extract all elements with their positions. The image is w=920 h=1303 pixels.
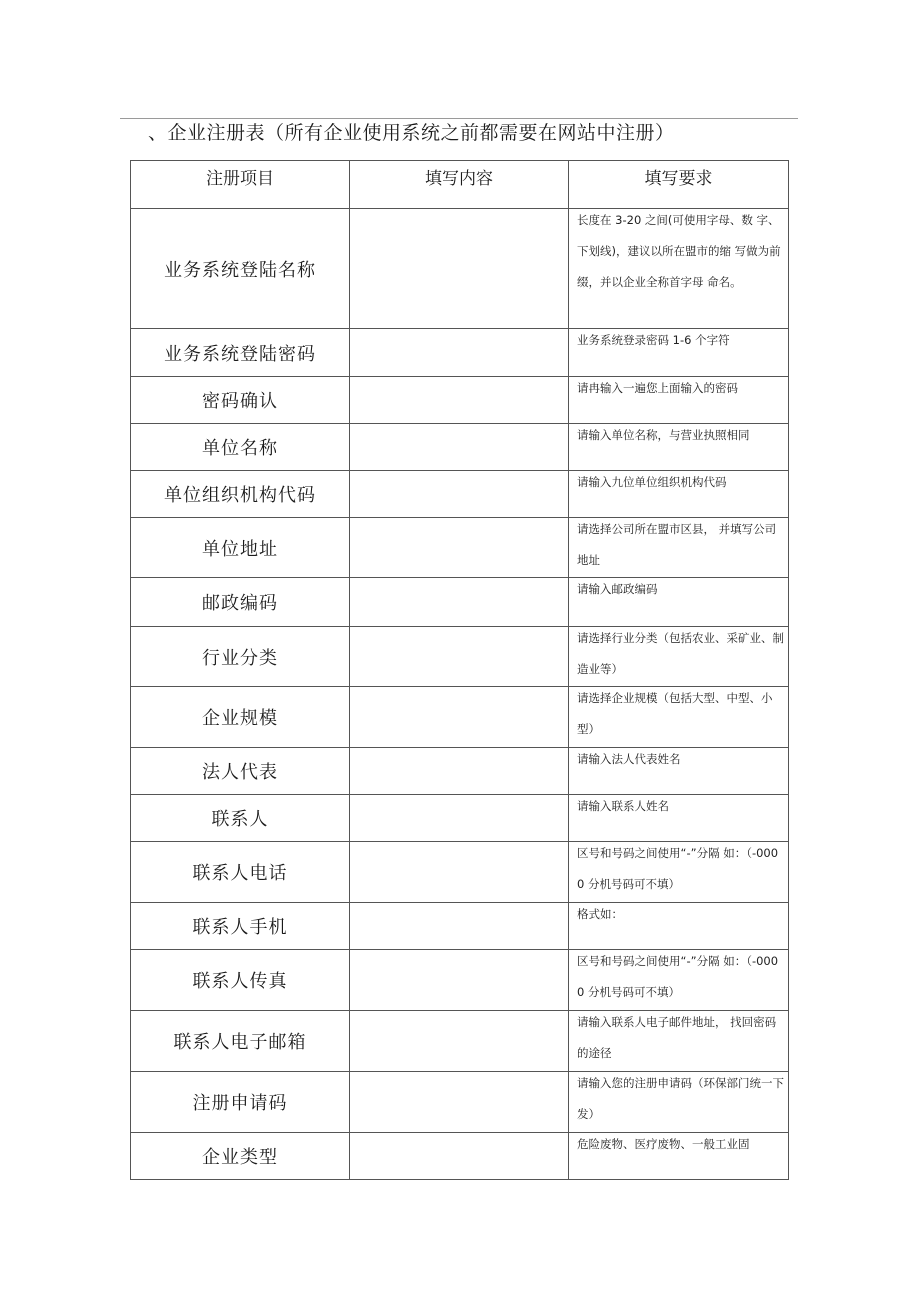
requirement-cell — [569, 578, 789, 627]
field-name: 企业规模 — [202, 708, 278, 729]
requirement-cell — [569, 209, 789, 329]
requirement-text: 请冉输入一遍您上面输入的密码 — [577, 381, 738, 395]
field-value-cell[interactable] — [350, 795, 569, 842]
table-row — [131, 424, 789, 471]
requirement-text: 请输入法人代表姓名 — [577, 752, 681, 766]
header-requirement: 填写要求 — [569, 161, 789, 209]
field-value-cell[interactable] — [350, 748, 569, 795]
requirement-cell — [569, 627, 789, 687]
requirement-cell — [569, 687, 789, 748]
requirement-text: 请输入邮政编码 — [577, 582, 658, 596]
requirement-cell — [569, 1072, 789, 1133]
requirement-text: 请输入您的注册申请码（环保部门统一下发） — [577, 1076, 784, 1121]
requirement-cell — [569, 329, 789, 377]
field-value-cell[interactable] — [350, 209, 569, 329]
field-name-cell — [131, 329, 350, 377]
field-name: 联系人电子邮箱 — [173, 1032, 307, 1053]
field-name: 行业分类 — [202, 647, 278, 669]
table-row — [131, 329, 789, 377]
field-value-cell[interactable] — [350, 687, 569, 748]
table-row — [131, 903, 789, 950]
table-row — [131, 748, 789, 795]
field-name-cell — [131, 471, 350, 518]
requirement-text: 请选择公司所在盟市区县， 并填写公司地址 — [577, 522, 777, 567]
requirement-text: 区号和号码之间使用“-”分隔 如：（-0000 分机号码可不填） — [577, 954, 779, 999]
table-body — [131, 209, 789, 1180]
field-value-cell[interactable] — [350, 329, 569, 377]
table-row — [131, 518, 789, 578]
field-value-cell[interactable] — [350, 1072, 569, 1133]
requirement-text: 请选择企业规模（包括大型、中型、小型） — [577, 691, 773, 736]
table-row — [131, 687, 789, 748]
field-name-cell — [131, 795, 350, 842]
table-row — [131, 377, 789, 424]
field-name: 邮政编码 — [202, 593, 278, 614]
requirement-text: 请选择行业分类（包括农业、采矿业、制造业等） — [577, 631, 784, 676]
field-name: 单位组织机构代码 — [164, 485, 316, 506]
registration-table — [130, 160, 789, 1180]
requirement-text: 区号和号码之间使用“-”分隔 如：（-0000 分机号码可不填） — [577, 846, 779, 891]
requirement-cell — [569, 950, 789, 1011]
requirement-cell — [569, 903, 789, 950]
requirement-cell — [569, 471, 789, 518]
field-name: 联系人手机 — [192, 917, 288, 938]
field-name-cell — [131, 377, 350, 424]
requirement-text: 请输入单位名称，与营业执照相同 — [577, 428, 750, 442]
requirement-text: 业务系统登录密码 1-6 个字符 — [577, 333, 730, 347]
field-name: 法人代表 — [202, 762, 278, 783]
field-name-cell — [131, 209, 350, 329]
requirement-cell — [569, 377, 789, 424]
field-name: 企业类型 — [202, 1147, 278, 1168]
field-name: 密码确认 — [202, 391, 278, 412]
requirement-cell — [569, 842, 789, 903]
field-name-cell — [131, 1133, 350, 1180]
requirement-text: 请输入九位单位组织机构代码 — [577, 475, 727, 489]
field-value-cell[interactable] — [350, 518, 569, 578]
requirement-cell — [569, 1133, 789, 1180]
section-heading: 、企业注册表（所有企业使用系统之前都需要在网站中注册） — [148, 122, 675, 144]
field-name-cell — [131, 578, 350, 627]
requirement-cell — [569, 518, 789, 578]
requirement-text: 请输入联系人电子邮件地址， 找回密码的途径 — [577, 1015, 777, 1060]
table-row — [131, 1011, 789, 1072]
requirement-text: 格式如： — [577, 907, 623, 921]
field-name-cell — [131, 424, 350, 471]
field-name: 联系人 — [211, 809, 269, 830]
field-value-cell[interactable] — [350, 627, 569, 687]
field-name: 业务系统登陆名称 — [164, 259, 316, 281]
field-value-cell[interactable] — [350, 903, 569, 950]
field-name-cell — [131, 627, 350, 687]
field-value-cell[interactable] — [350, 424, 569, 471]
table-header-row — [131, 161, 789, 209]
field-name-cell — [131, 1072, 350, 1133]
table-row — [131, 1133, 789, 1180]
field-name-cell — [131, 748, 350, 795]
field-name-cell — [131, 687, 350, 748]
table-row — [131, 842, 789, 903]
table-row — [131, 950, 789, 1011]
field-value-cell[interactable] — [350, 471, 569, 518]
field-name-cell — [131, 903, 350, 950]
requirement-cell — [569, 424, 789, 471]
field-name-cell — [131, 950, 350, 1011]
header-content: 填写内容 — [350, 161, 569, 209]
field-name-cell — [131, 518, 350, 578]
field-name: 业务系统登陆密码 — [164, 343, 316, 365]
table-row — [131, 578, 789, 627]
field-name: 联系人传真 — [192, 971, 288, 992]
field-value-cell[interactable] — [350, 842, 569, 903]
requirement-cell — [569, 795, 789, 842]
field-value-cell[interactable] — [350, 1133, 569, 1180]
field-name-cell — [131, 1011, 350, 1072]
requirement-text: 长度在 3-20 之间(可使用字母、数 字、下划线)，建议以所在盟市的缩 写做为前缀，并以企业全称首字母 命名。 — [577, 213, 781, 289]
header-item: 注册项目 — [131, 161, 350, 209]
requirement-cell — [569, 1011, 789, 1072]
field-name: 联系人电话 — [192, 863, 288, 884]
table-row — [131, 1072, 789, 1133]
requirement-cell — [569, 748, 789, 795]
field-name: 注册申请码 — [192, 1093, 288, 1114]
table-row — [131, 795, 789, 842]
field-value-cell[interactable] — [350, 377, 569, 424]
field-value-cell[interactable] — [350, 578, 569, 627]
field-name: 单位地址 — [202, 538, 278, 560]
requirement-text: 危险废物、医疗废物、一般工业固 — [577, 1137, 750, 1151]
table-row — [131, 627, 789, 687]
field-value-cell[interactable] — [350, 1011, 569, 1072]
requirement-text: 请输入联系人姓名 — [577, 799, 669, 813]
field-name: 单位名称 — [202, 438, 278, 459]
table-row — [131, 471, 789, 518]
top-divider — [120, 118, 798, 119]
field-value-cell[interactable] — [350, 950, 569, 1011]
table-row — [131, 209, 789, 329]
field-name-cell — [131, 842, 350, 903]
